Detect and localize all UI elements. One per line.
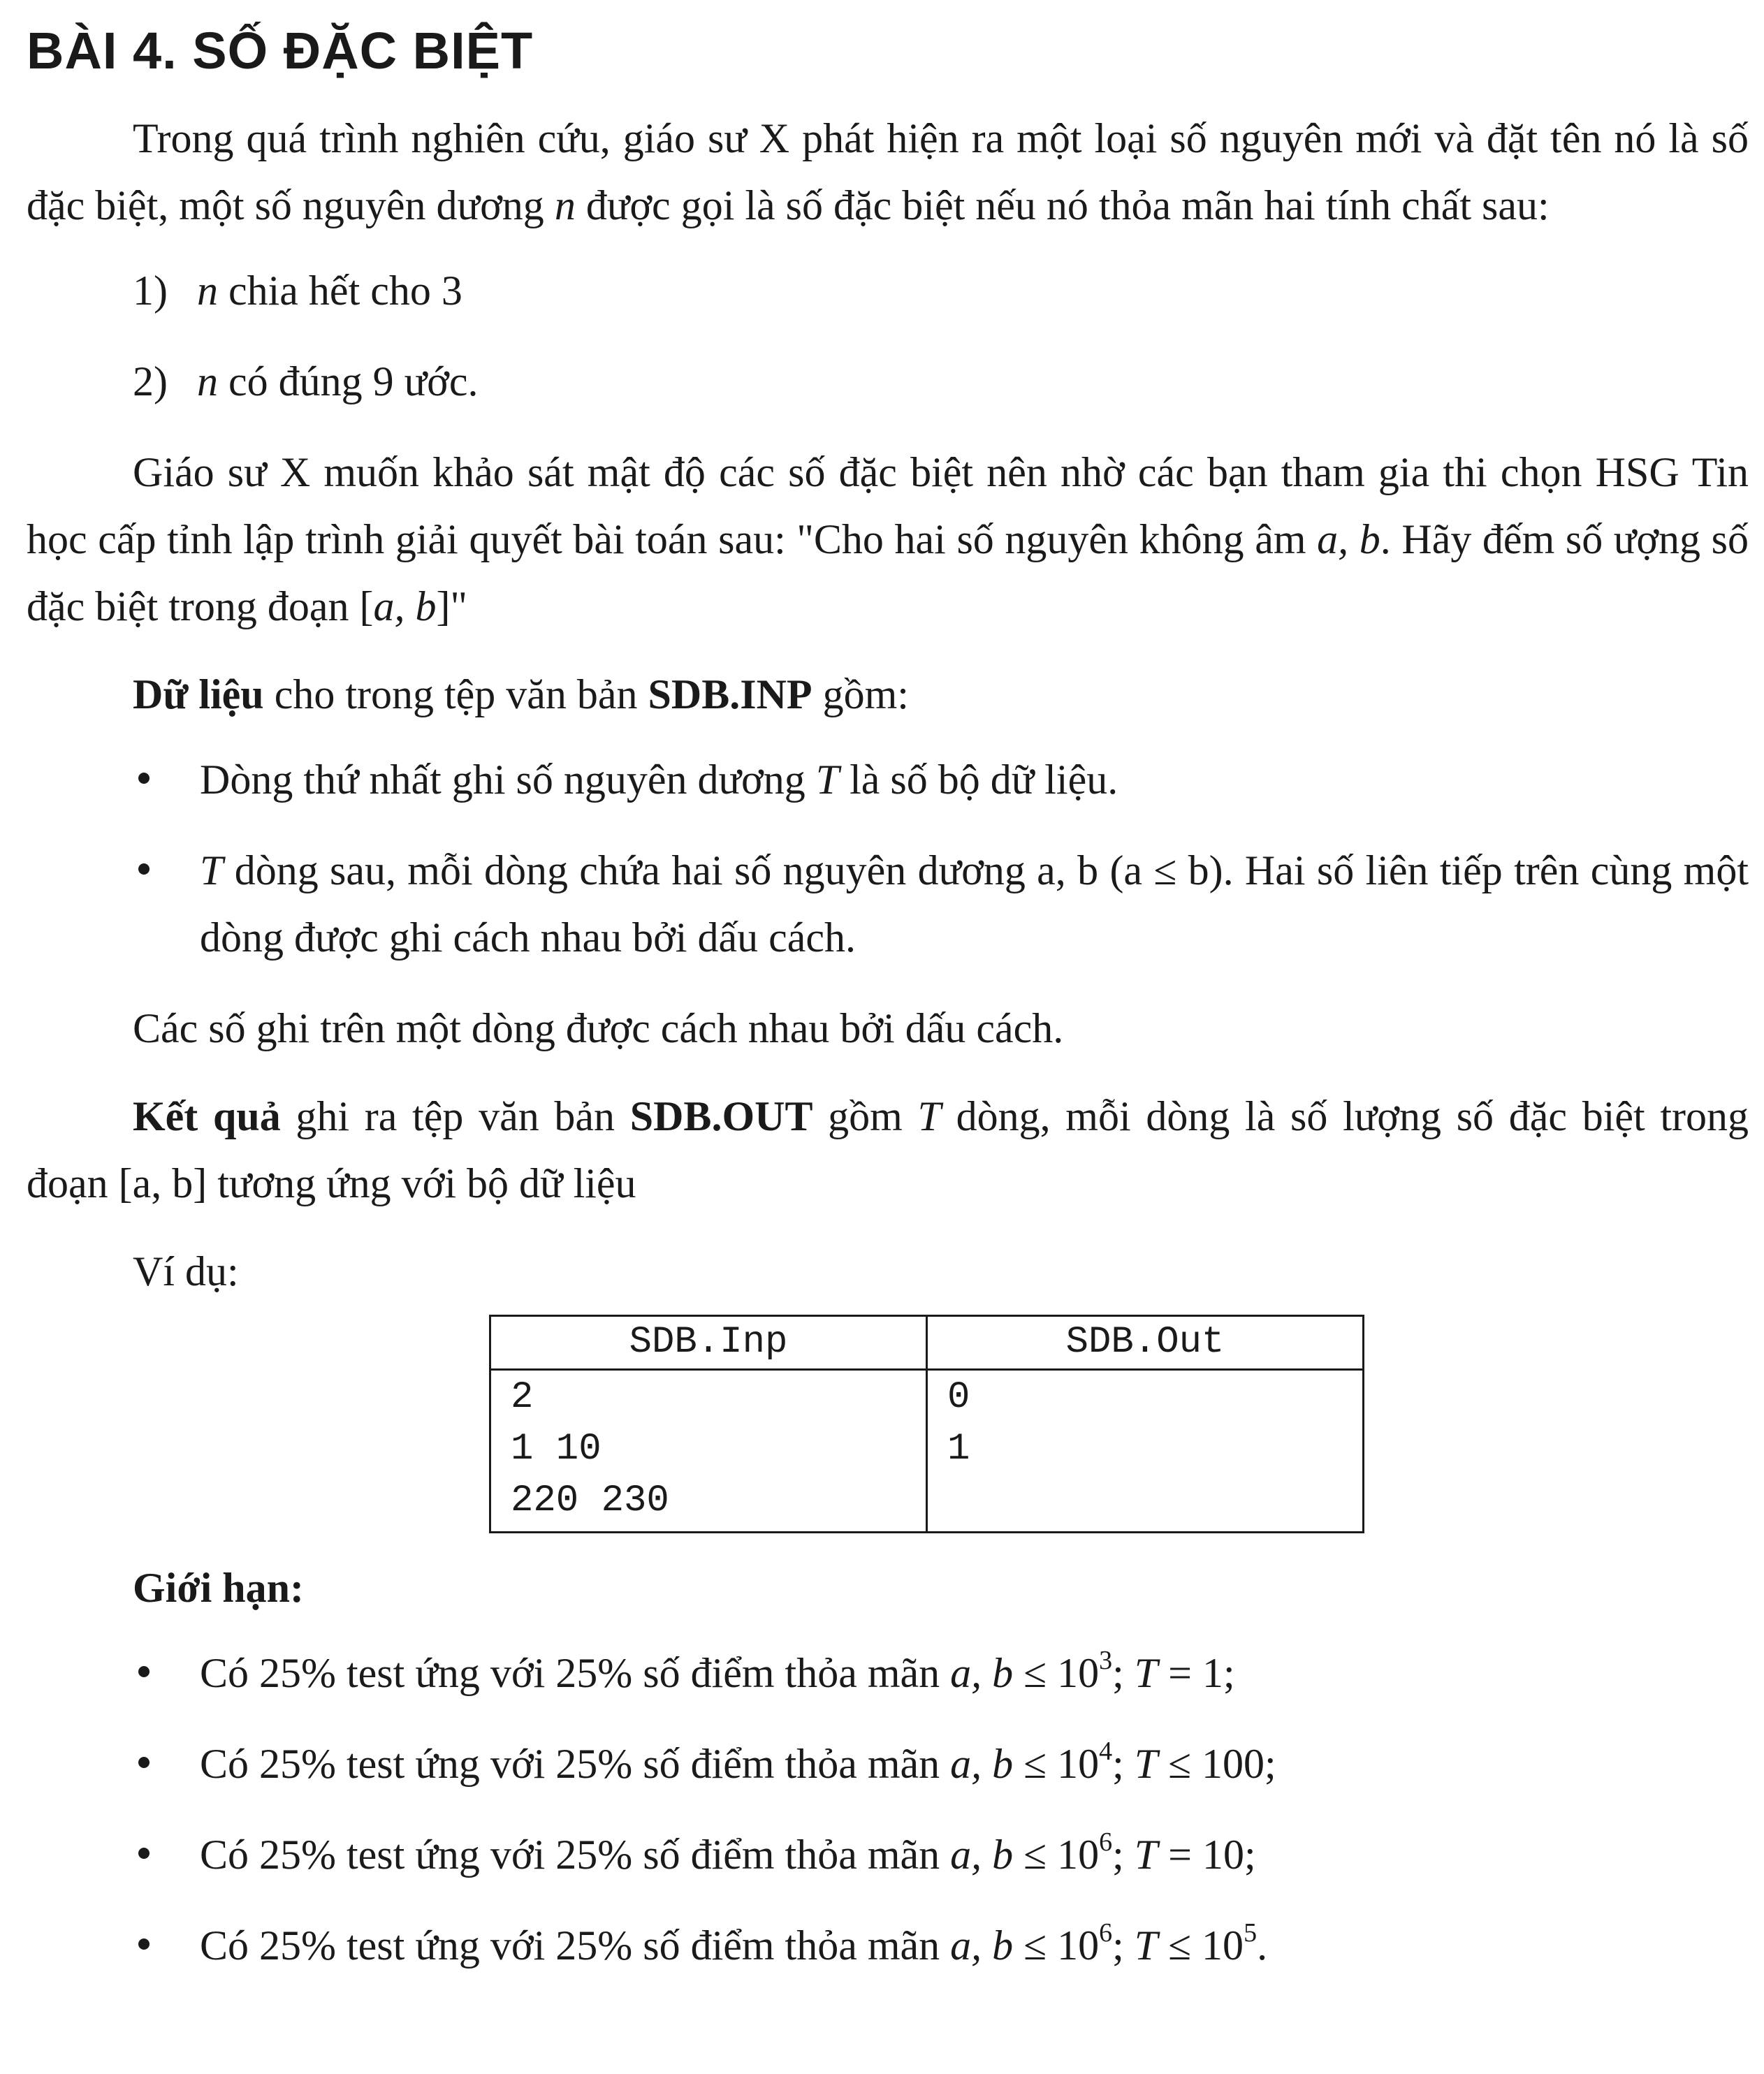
intro-text-1: Trong quá trình nghiên cứu, giáo sư X phát hiện ra một loại số nguyên mới và đặt tên nó là số đặc biệt, một số nguyên dương [27, 115, 1749, 228]
task-text-3: ]" [436, 583, 467, 629]
input-text-1: cho trong tệp văn bản [263, 671, 648, 717]
limits-label: Giới hạn: [133, 1565, 304, 1611]
property-text: có đúng 9 ước. [218, 358, 479, 404]
limit-item [27, 1912, 1749, 1979]
example-input-line: 2 [511, 1376, 534, 1419]
limit-var-t: T [1134, 1650, 1158, 1696]
limit-sep: ; [1112, 1741, 1135, 1787]
limit-t-bound: ≤ 10 [1158, 1922, 1244, 1969]
example-table [489, 1315, 1364, 1533]
limit-vars: a, b [950, 1741, 1014, 1787]
properties-list [27, 257, 1749, 415]
task-vars: a, b [1317, 516, 1380, 562]
input-bullet-list [27, 746, 1749, 971]
output-text-3: dòng, mỗi dòng là số lượng số đặc biệt trong đoạn [a, b] tương ứng với bộ dữ liệu [27, 1093, 1749, 1206]
limit-sep: ; [1112, 1832, 1135, 1878]
limits-list [27, 1640, 1749, 1979]
limit-sep: ; [1112, 1922, 1135, 1969]
limits-heading [27, 1554, 1749, 1621]
limit-t-bound: ≤ 100; [1158, 1741, 1276, 1787]
example-header-row [490, 1316, 1364, 1370]
limit-var-t: T [1134, 1922, 1158, 1969]
property-text: chia hết cho 3 [218, 268, 462, 314]
output-filename: SDB.OUT [629, 1093, 813, 1139]
limit-bound: ≤ 10 [1013, 1741, 1100, 1787]
task-text-2: . Hãy đếm số ượng số đặc biệt trong đoạn [ [27, 516, 1749, 629]
input-label: Dữ liệu [133, 671, 264, 717]
limit-item [27, 1821, 1749, 1888]
limit-item [27, 1640, 1749, 1707]
intro-text-2: được gọi là số đặc biệt nếu nó thỏa mãn hai tính chất sau: [575, 182, 1550, 228]
bullet-dot-icon [138, 1848, 150, 1859]
property-number: 1) [133, 268, 168, 314]
task-paragraph [27, 439, 1749, 640]
limit-bound: ≤ 10 [1013, 1650, 1100, 1696]
limit-text: Có 25% test ứng với 25% số điểm thỏa mãn [200, 1650, 951, 1696]
example-input-cell [490, 1370, 927, 1533]
problem-title: BÀI 4. SỐ ĐẶC BIỆT [27, 22, 534, 80]
limit-bound: ≤ 10 [1013, 1832, 1100, 1878]
limit-exponent: 6 [1099, 1918, 1113, 1948]
task-text-1: Giáo sư X muốn khảo sát mật độ các số đặc biệt nên nhờ các bạn tham gia thi chọn HSG Tin học cấp tỉnh lập trình giải quyết bài toán sau: "Cho hai số nguyên không âm [27, 449, 1749, 562]
property-item [27, 348, 1749, 415]
example-output-line: 1 [947, 1428, 970, 1470]
property-var: n [197, 268, 218, 314]
separator-note: Các số ghi trên một dòng được cách nhau bởi dấu cách. [133, 1005, 1064, 1051]
limit-vars: a, b [950, 1650, 1014, 1696]
limit-text: Có 25% test ứng với 25% số điểm thỏa mãn [200, 1832, 951, 1878]
bullet-dot-icon [138, 773, 150, 784]
input-bullet-item [27, 837, 1749, 971]
limit-t-exponent: 5 [1244, 1918, 1258, 1948]
limit-end: . [1257, 1922, 1268, 1969]
example-output-line: 0 [947, 1376, 970, 1419]
input-text-2: gồm: [812, 671, 909, 717]
limit-exponent: 6 [1099, 1827, 1113, 1857]
limit-bound: ≤ 10 [1013, 1922, 1100, 1969]
limit-item [27, 1730, 1749, 1797]
example-input-line: 220 230 [511, 1480, 669, 1522]
bullet-dot-icon [138, 1757, 150, 1768]
intro-var-n: n [554, 182, 576, 228]
output-section-paragraph [27, 1083, 1749, 1217]
property-number: 2) [133, 358, 168, 404]
example-input-line: 1 10 [511, 1428, 602, 1470]
bullet-dot-icon [138, 863, 150, 875]
limit-text: Có 25% test ứng với 25% số điểm thỏa mãn [200, 1741, 951, 1787]
limit-t-bound: = 1; [1158, 1650, 1235, 1696]
bullet-dot-icon [138, 1666, 150, 1677]
example-header-input: SDB.Inp [490, 1316, 927, 1370]
limit-t-bound: = 10; [1158, 1832, 1256, 1878]
task-vars-2: a, b [373, 583, 437, 629]
bullet-var-t: T [200, 847, 224, 893]
property-item [27, 257, 1749, 324]
bullet-var-t: T [815, 757, 840, 803]
example-header-output: SDB.Out [927, 1316, 1364, 1370]
limit-vars: a, b [950, 1922, 1014, 1969]
output-var-t: T [917, 1093, 941, 1139]
example-output-cell [927, 1370, 1364, 1533]
output-text-2: gồm [812, 1093, 918, 1139]
limit-vars: a, b [950, 1832, 1014, 1878]
limit-exponent: 3 [1099, 1646, 1113, 1675]
document-page [27, 13, 1749, 2003]
input-bullet-item [27, 746, 1749, 813]
limit-sep: ; [1112, 1650, 1135, 1696]
bullet-text: dòng sau, mỗi dòng chứa hai số nguyên dương a, b (a ≤ b). Hai số liên tiếp trên cùng một dòng được ghi cách nhau bởi dấu cách. [200, 847, 1749, 961]
input-section-heading [27, 661, 1749, 728]
limit-var-t: T [1134, 1832, 1158, 1878]
intro-paragraph [27, 105, 1749, 239]
bullet-text: Dòng thứ nhất ghi số nguyên dương [200, 757, 816, 803]
limit-text: Có 25% test ứng với 25% số điểm thỏa mãn [200, 1922, 951, 1969]
limit-var-t: T [1134, 1741, 1158, 1787]
property-var: n [197, 358, 218, 404]
limit-exponent: 4 [1099, 1737, 1113, 1766]
bullet-text: là số bộ dữ liệu. [839, 757, 1118, 803]
input-filename: SDB.INP [648, 671, 812, 717]
output-label: Kết quả [133, 1093, 281, 1139]
bullet-dot-icon [138, 1938, 150, 1950]
example-body-row [490, 1370, 1364, 1533]
example-label: Ví dụ: [133, 1248, 239, 1294]
output-text-1: ghi ra tệp văn bản [280, 1093, 630, 1139]
